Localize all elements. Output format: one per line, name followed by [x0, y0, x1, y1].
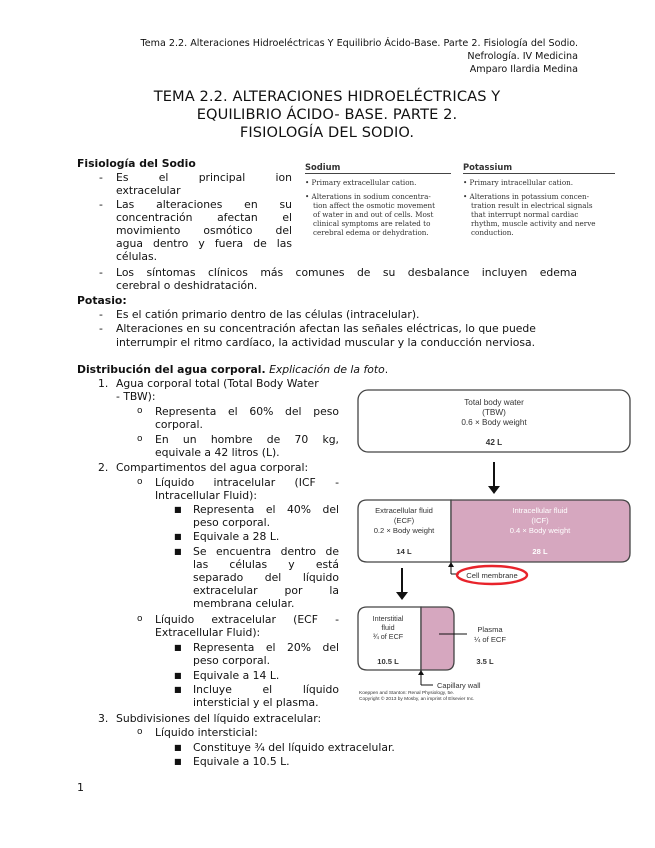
list-number: 2. — [98, 461, 109, 474]
figure-credit-2: Copyright © 2013 by Mosby, an imprint of Elsevier Inc. — [359, 697, 475, 702]
square-bullet: ■ — [174, 547, 182, 556]
ecf-volume: 14 L — [396, 547, 412, 556]
square-bullet: ■ — [174, 743, 182, 752]
potassium-row-2-l5: conduction. — [471, 228, 514, 237]
square-bullet: ■ — [174, 532, 182, 541]
header-line-2: Nefrología. IV Medicina — [467, 50, 578, 62]
page-number: 1 — [77, 781, 84, 794]
sodio-b3-l1: Los síntomas clínicos más comunes de su desbalance incluyen edema — [116, 266, 577, 279]
bullet-dash: - — [99, 198, 103, 211]
circle-bullet: o — [137, 614, 143, 624]
tbw-label-1: Total body water — [464, 398, 524, 407]
icf-s3-l3: separado del líquido — [193, 571, 339, 584]
sodio-b1-l1: Es el principal ion — [116, 171, 292, 184]
membrane-label: Cell membrane — [466, 571, 518, 580]
bullet-dash: - — [99, 266, 103, 279]
isf-label-1: Interstitial — [372, 614, 404, 623]
sodio-b3-l2: cerebral o deshidratación. — [116, 279, 258, 292]
list-number: 3. — [98, 712, 109, 725]
sodium-row-2-l4: clinical symptoms are related to — [313, 219, 431, 228]
page-title — [77, 88, 577, 142]
tbw-label-2: (TBW) — [482, 408, 506, 417]
circle-bullet: o — [137, 406, 143, 416]
potasio-b2-l1: Alteraciones en su concentración afectan las señales eléctricas, lo que puede — [116, 322, 536, 335]
icf-s3-l4: extracelular por la — [193, 584, 339, 597]
potassium-row-2-l2: tration result in electrical signals — [471, 201, 593, 210]
potasio-b2-l2: interrumpir el ritmo cardíaco, la actividad muscular y la conducción nerviosa. — [116, 336, 535, 349]
icf-label-2: (ICF) — [531, 516, 549, 525]
title-line-3: FISIOLOGÍA DEL SODIO. — [239, 124, 415, 141]
icf-s3-l5: membrana celular. — [193, 597, 295, 610]
potassium-row-2-l1: • Alterations in potassium concen- — [463, 192, 590, 201]
ecf-s3-l1: Incluye el líquido — [193, 683, 339, 696]
icf-label-3: 0.4 × Body weight — [509, 526, 571, 535]
header-line-3: Amparo Ilardia Medina — [469, 63, 578, 75]
icf-l1: Líquido intracelular (ICF - — [155, 476, 339, 489]
sodio-b1-l2: extracelular — [116, 184, 181, 197]
potasio-b1: Es el catión primario dentro de las células (intracelular). — [116, 308, 420, 321]
icf-s3-l2: las células y está — [193, 558, 339, 571]
distribucion-heading-dot: . — [384, 363, 389, 376]
plasma-label-1: Plasma — [477, 625, 503, 634]
plasma-volume: 3.5 L — [476, 657, 494, 666]
sodio-b2-l4: agua dentro y fuera de las — [116, 237, 292, 250]
potasio-heading: Potasio: — [77, 294, 127, 307]
isf-label-3: ¾ of ECF — [372, 632, 404, 641]
bullet-dash: - — [99, 322, 103, 335]
ecf-label-1: Extracellular fluid — [375, 506, 433, 515]
potassium-column-head: Potassium — [463, 162, 615, 174]
ecf-label-2: (ECF) — [393, 516, 415, 525]
item2: Compartimentos del agua corporal: — [116, 461, 309, 474]
tbw-volume: 42 L — [485, 438, 503, 447]
isf-label-2: fluid — [381, 623, 395, 632]
sodio-b2-l2: concentración afectan el — [116, 211, 292, 224]
sodio-heading: Fisiología del Sodio — [77, 157, 196, 170]
item1-s2-l2: equivale a 42 litros (L). — [155, 446, 280, 459]
interstitial-s2: Equivale a 10.5 L. — [193, 755, 290, 768]
capillary-label: Capillary wall — [437, 681, 481, 690]
sodium-row-2-l1: • Alterations in sodium concentra- — [305, 192, 431, 201]
membrane-arrowhead-icon — [448, 562, 454, 567]
ecf-l1: Líquido extracelular (ECF - — [155, 613, 339, 626]
icf-s1-l2: peso corporal. — [193, 516, 271, 529]
square-bullet: ■ — [174, 505, 182, 514]
sodium-column-head: Sodium — [305, 162, 451, 174]
square-bullet: ■ — [174, 671, 182, 680]
icf-label-1: Intracellular fluid — [512, 506, 568, 515]
square-bullet: ■ — [174, 757, 182, 766]
item1-l2: - TBW): — [116, 390, 156, 403]
list-number: 1. — [98, 377, 109, 390]
circle-bullet: o — [137, 477, 143, 487]
isf-volume: 10.5 L — [377, 657, 399, 666]
title-line-1: TEMA 2.2. ALTERACIONES HIDROELÉCTRICAS Y — [153, 88, 501, 105]
circle-bullet: o — [137, 434, 143, 444]
square-bullet: ■ — [174, 643, 182, 652]
sodium-row-2-l3: of water in and out of cells. Most — [313, 210, 434, 219]
sodium-row-2-l5: cerebral edema or dehydration. — [313, 228, 429, 237]
square-bullet: ■ — [174, 685, 182, 694]
interstitial-l1: Líquido intersticial: — [155, 726, 258, 739]
capillary-arrowhead-icon — [418, 670, 424, 675]
potassium-row-1: • Primary intracellular cation. — [463, 178, 574, 187]
figure-credit-1: Koeppen and Stanton: Renal Physiology, 5e. — [359, 691, 455, 696]
running-header — [140, 38, 578, 76]
title-line-2: EQUILIBRIO ÁCIDO- BASE. PARTE 2. — [196, 106, 458, 123]
ecf-s2: Equivale a 14 L. — [193, 669, 280, 682]
plasma-label-2: ¼ of ECF — [473, 635, 507, 644]
sodium-row-1: • Primary extracellular cation. — [305, 178, 417, 187]
sodio-b2-l3: movimiento osmótico del — [116, 224, 292, 237]
icf-l2: Intracellular Fluid): — [155, 489, 257, 502]
header-line-1: Tema 2.2. Alteraciones Hidroeléctricas Y Equilibrio Ácido-Base. Parte 2. Fisiología del Sodio. — [140, 38, 578, 49]
circle-bullet: o — [137, 727, 143, 737]
item1-s1-l2: corporal. — [155, 418, 203, 431]
ecf-label-3: 0.2 × Body weight — [373, 526, 435, 535]
icf-s2: Equivale a 28 L. — [193, 530, 280, 543]
item1-s1-l1: Representa el 60% del peso — [155, 405, 339, 418]
item3: Subdivisiones del líquido extracelular: — [116, 712, 322, 725]
ecf-s1-l1: Representa el 20% del — [193, 641, 339, 654]
ecf-l2: Extracellular Fluid): — [155, 626, 261, 639]
icf-volume: 28 L — [532, 547, 548, 556]
icf-s3-l1: Se encuentra dentro de — [193, 545, 339, 558]
sodium-row-2-l2: tion affect the osmotic movement — [313, 201, 436, 210]
distribucion-heading-note: Explicación de la foto — [269, 363, 385, 376]
item1-l1: Agua corporal total (Total Body Water — [116, 377, 319, 390]
sodio-b2-l1: Las alteraciones en su — [116, 198, 292, 211]
icf-s1-l1: Representa el 40% del — [193, 503, 339, 516]
sodio-b2-l5: células. — [116, 250, 158, 263]
ecf-s1-l2: peso corporal. — [193, 654, 271, 667]
body-water-diagram — [355, 388, 635, 708]
potassium-row-2-l3: that interrupt normal cardiac — [471, 210, 579, 219]
arrowhead-icon — [396, 592, 408, 600]
bullet-dash: - — [99, 171, 103, 184]
ecf-s3-l2: intersticial y el plasma. — [193, 696, 319, 709]
potassium-row-2-l4: rhythm, muscle activity and nerve — [471, 219, 596, 228]
distribucion-heading-bold: Distribución del agua corporal. — [77, 363, 266, 376]
arrowhead-icon — [488, 486, 500, 494]
interstitial-s1: Constituye ¾ del líquido extracelular. — [193, 741, 395, 754]
distribucion-heading — [77, 363, 388, 376]
item1-s2-l1: En un hombre de 70 kg, — [155, 433, 339, 446]
plasma-box — [421, 607, 454, 670]
bullet-dash: - — [99, 308, 103, 321]
tbw-label-3: 0.6 × Body weight — [461, 418, 527, 427]
